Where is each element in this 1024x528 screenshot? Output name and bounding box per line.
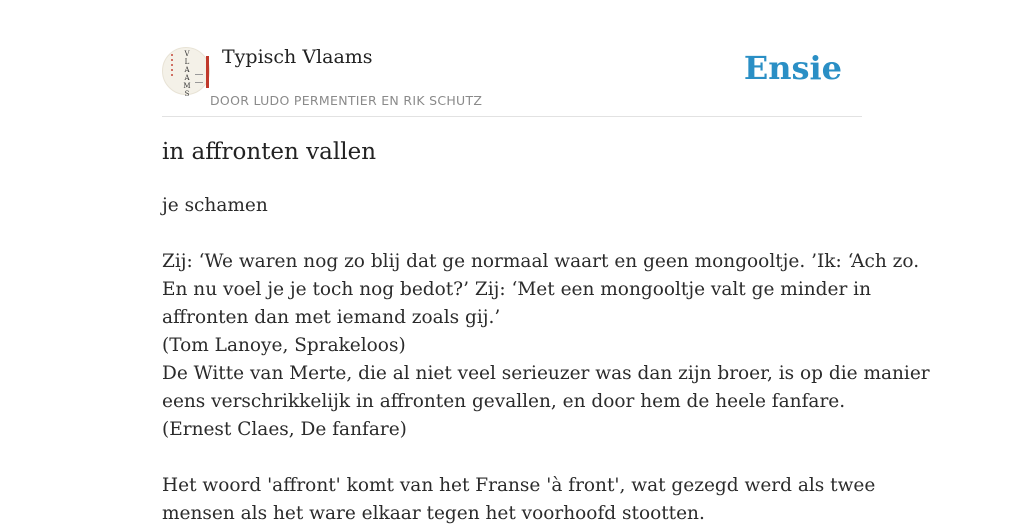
quote-line: En nu voel je je toch nog bedot?’ Zij: ‘Met een mongooltje valt ge minder in — [162, 279, 871, 300]
blog-header — [162, 44, 862, 117]
quote-source: (Ernest Claes, De fanfare) — [162, 419, 407, 440]
quote-line: affronten dan met iemand zoals gij.’ — [162, 307, 501, 328]
etymology-line: Het woord 'affront' komt van het Franse 'à front', wat gezegd werd als twee — [162, 475, 876, 496]
blog-avatar[interactable] — [162, 47, 210, 98]
blog-title-link[interactable]: Typisch Vlaams — [222, 46, 373, 68]
avatar-decoration — [171, 54, 173, 76]
spacer — [162, 220, 862, 248]
byline: DOOR LUDO PERMENTIER EN RIK SCHUTZ — [210, 93, 483, 108]
avatar-detail — [195, 74, 203, 83]
entry-definition: je schamen — [162, 195, 268, 216]
avatar-letters: V L A A M S — [183, 50, 191, 98]
spacer — [162, 444, 862, 472]
quote-line: eens verschrikkelijk in affronten gevallen, en door hem de heele fanfare. — [162, 391, 846, 412]
entry-body — [162, 192, 930, 528]
ensie-logo-link[interactable]: Ensie — [743, 49, 842, 87]
quote-source: (Tom Lanoye, Sprakeloos) — [162, 335, 406, 356]
avatar-stripe — [206, 56, 209, 88]
entry-title: in affronten vallen — [162, 139, 377, 165]
quote-line: De Witte van Merte, die al niet veel serieuzer was dan zijn broer, is op die manier — [162, 363, 930, 384]
etymology-line: mensen als het ware elkaar tegen het voorhoofd stootten. — [162, 503, 705, 524]
quote-line: Zij: ‘We waren nog zo blij dat ge normaal waart en geen mongooltje. ’Ik: ‘Ach zo. — [162, 251, 920, 272]
